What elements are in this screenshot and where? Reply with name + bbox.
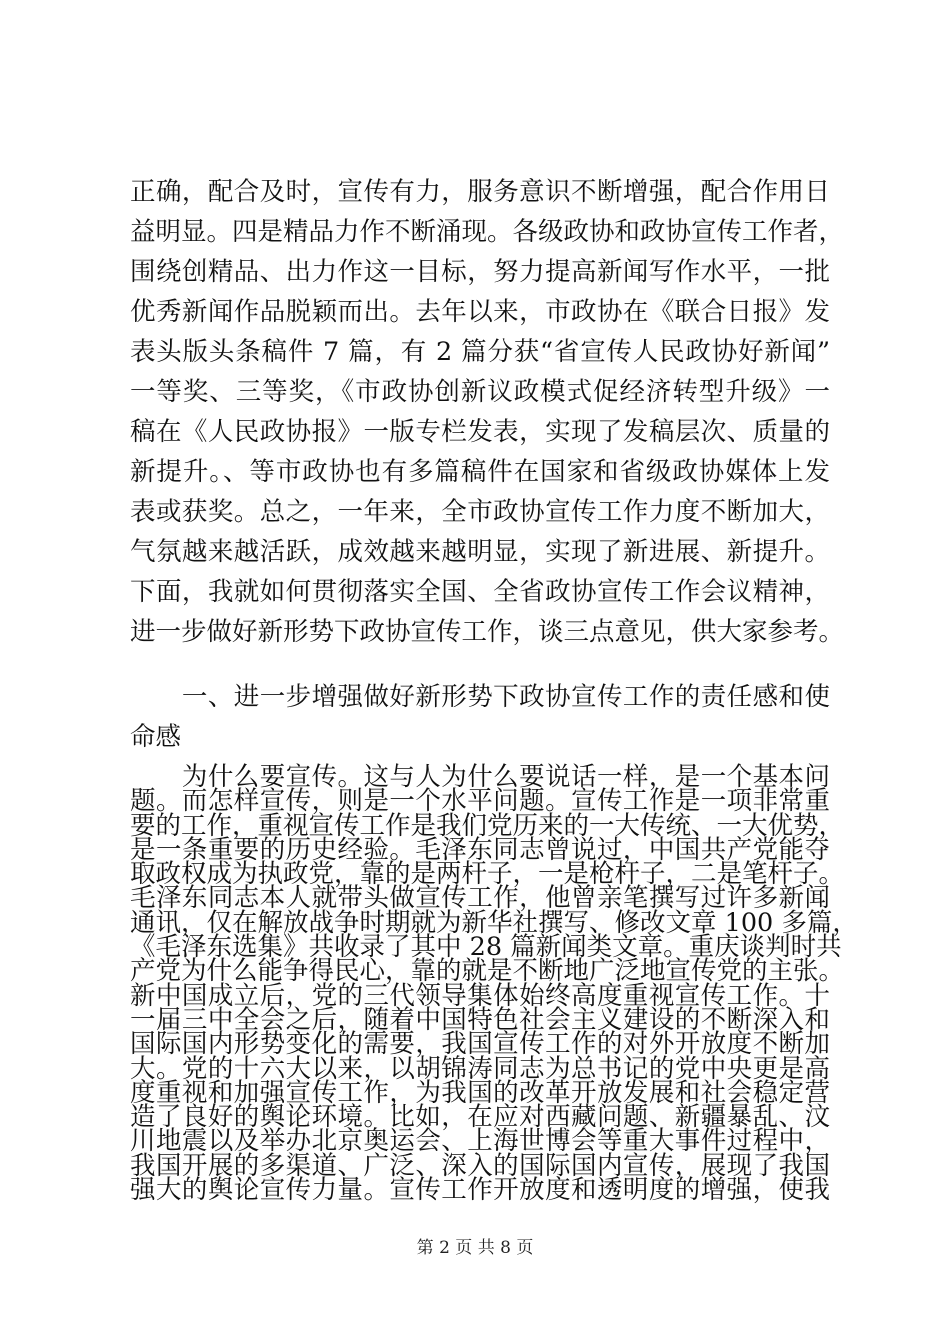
text-line: 通讯，仅在解放战争时期就为新华社撰写、修改文章 100 多篇，	[130, 907, 858, 938]
heading-line: 命感	[130, 722, 182, 752]
text-line: 新提升。、等市政协也有多篇稿件在国家和省级政协媒体上发	[130, 457, 830, 487]
text-line: 造了良好的舆论环境。比如，在应对西藏问题、新疆暴乱、汶	[130, 1102, 830, 1133]
text-line: 一届三中全会之后，随着中国特色社会主义建设的不断深入和	[130, 1004, 830, 1035]
text-line: 毛泽东同志本人就带头做宣传工作，他曾亲笔撰写过许多新闻	[130, 883, 830, 914]
text-line: 表或获奖。总之，一年来，全市政协宣传工作力度不断加大，	[130, 497, 830, 527]
text-line: 围绕创精品、出力作这一目标，努力提高新闻写作水平，一批	[130, 257, 830, 287]
text-line: 取政权成为执政党，靠的是两杆子，一是枪杆子，二是笔杆子。	[130, 859, 845, 890]
text-line: 度重视和加强宣传工作，为我国的改革开放发展和社会稳定营	[130, 1077, 830, 1108]
text-line: 进一步做好新形势下政协宣传工作，谈三点意见，供大家参考。	[130, 617, 845, 647]
text-line: 新中国成立后，党的三代领导集体始终高度重视宣传工作。十	[130, 980, 830, 1011]
text-line: 产党为什么能争得民心，靠的就是不断地广泛地宣传党的主张。	[130, 956, 845, 987]
text-line: 国际国内形势变化的需要，我国宣传工作的对外开放度不断加	[130, 1029, 830, 1060]
text-line: 题。而怎样宣传，则是一个水平问题。宣传工作是一项非常重	[130, 786, 830, 817]
page-footer: 第 2 页 共 8 页	[416, 1238, 534, 1258]
text-line: 气氛越来越活跃，成效越来越明显，实现了新进展、新提升。	[130, 537, 830, 567]
text-line: 为什么要宣传。这与人为什么要说话一样，是一个基本问	[130, 762, 830, 792]
heading-line: 一、进一步增强做好新形势下政协宣传工作的责任感和使	[130, 682, 830, 712]
text-line: 下面，我就如何贯彻落实全国、全省政协宣传工作会议精神，	[130, 577, 830, 607]
text-line: 正确，配合及时，宣传有力，服务意识不断增强，配合作用日	[130, 177, 830, 207]
text-line: 是一条重要的历史经验。毛泽东同志曾说过，中国共产党能夺	[130, 834, 830, 865]
text-line: 强大的舆论宣传力量。宣传工作开放度和透明度的增强，使我	[130, 1175, 830, 1205]
text-line: 表头版头条稿件 7 篇，有 2 篇分获“省宣传人民政协好新闻”	[130, 337, 830, 367]
text-line: 川地震以及举办北京奥运会、上海世博会等重大事件过程中，	[130, 1126, 830, 1157]
text-line: 益明显。四是精品力作不断涌现。各级政协和政协宣传工作者，	[130, 217, 845, 247]
text-line: 《毛泽东选集》共收录了其中 28 篇新闻类文章。重庆谈判时共	[130, 932, 842, 963]
text-line: 大。党的十六大以来，以胡锦涛同志为总书记的党中央更是高	[130, 1053, 830, 1084]
text-line: 稿在《人民政协报》一版专栏发表，实现了发稿层次、质量的	[130, 417, 830, 447]
text-line: 我国开展的多渠道、广泛、深入的国际国内宣传，展现了我国	[130, 1150, 830, 1181]
text-line: 一等奖、三等奖，《市政协创新议政模式促经济转型升级》一	[130, 377, 830, 407]
text-line: 优秀新闻作品脱颖而出。去年以来，市政协在《联合日报》发	[130, 297, 830, 327]
text-line: 要的工作，重视宣传工作是我们党历来的一大传统、一大优势，	[130, 810, 845, 841]
